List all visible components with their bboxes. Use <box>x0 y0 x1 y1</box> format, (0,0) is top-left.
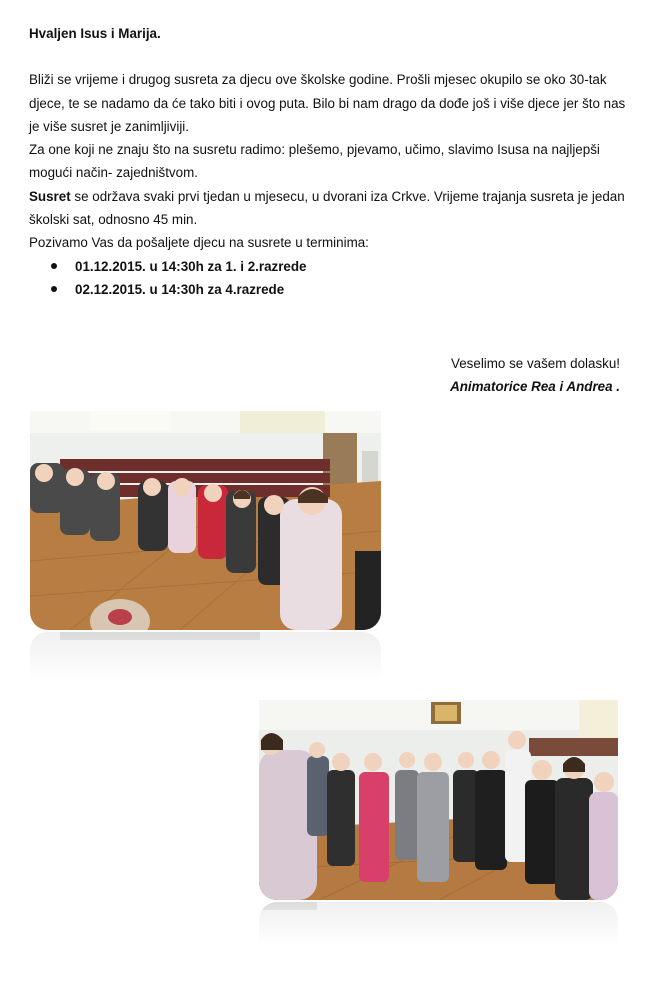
photo-children-standing-circle <box>259 700 618 900</box>
letter-body <box>29 22 629 301</box>
photo-reflection <box>259 902 618 960</box>
paragraph-intro: Bliži se vrijeme i drugog susreta za djecu ove školske godine. Prošli mjesec okupilo se oko 30-tak djece, te se nadamo da će tako biti i ovog puta. Bilo bi nam drago da dođe još i više djece jer što nas je više susret je zanimljiviji. <box>29 72 626 134</box>
signature-block <box>450 352 620 399</box>
photo-reflection <box>30 632 381 698</box>
closing-line: Veselimo se vašem dolasku! <box>451 356 620 371</box>
dates-list <box>29 255 629 302</box>
susret-bold: Susret <box>29 188 71 204</box>
invite-line: Pozivamo Vas da pošaljete djecu na susrete u terminima: <box>29 235 369 251</box>
schedule-text: se održava svaki prvi tjedan u mjesecu, u dvorani iza Crkve. Vrijeme trajanja susreta je jedan školski sat, odnosno 45 min. <box>29 188 625 228</box>
signature: Animatorice Rea i Andrea . <box>450 379 620 395</box>
paragraph-activities: Za one koji ne znaju što na susretu radimo: plešemo, pjevamo, učimo, slavimo Isusa na najljepši mogući način- zajedništvom. <box>29 142 600 181</box>
bullet-icon <box>51 286 57 292</box>
photo-children-seated-in-hall <box>30 411 381 630</box>
list-item: 02.12.2015. u 14:30h za 4.razrede <box>49 278 629 301</box>
bullet-icon <box>51 263 57 269</box>
list-item: 01.12.2015. u 14:30h za 1. i 2.razrede <box>49 255 629 278</box>
greeting: Hvaljen Isus i Marija. <box>29 26 161 41</box>
paragraph-schedule <box>29 185 629 232</box>
